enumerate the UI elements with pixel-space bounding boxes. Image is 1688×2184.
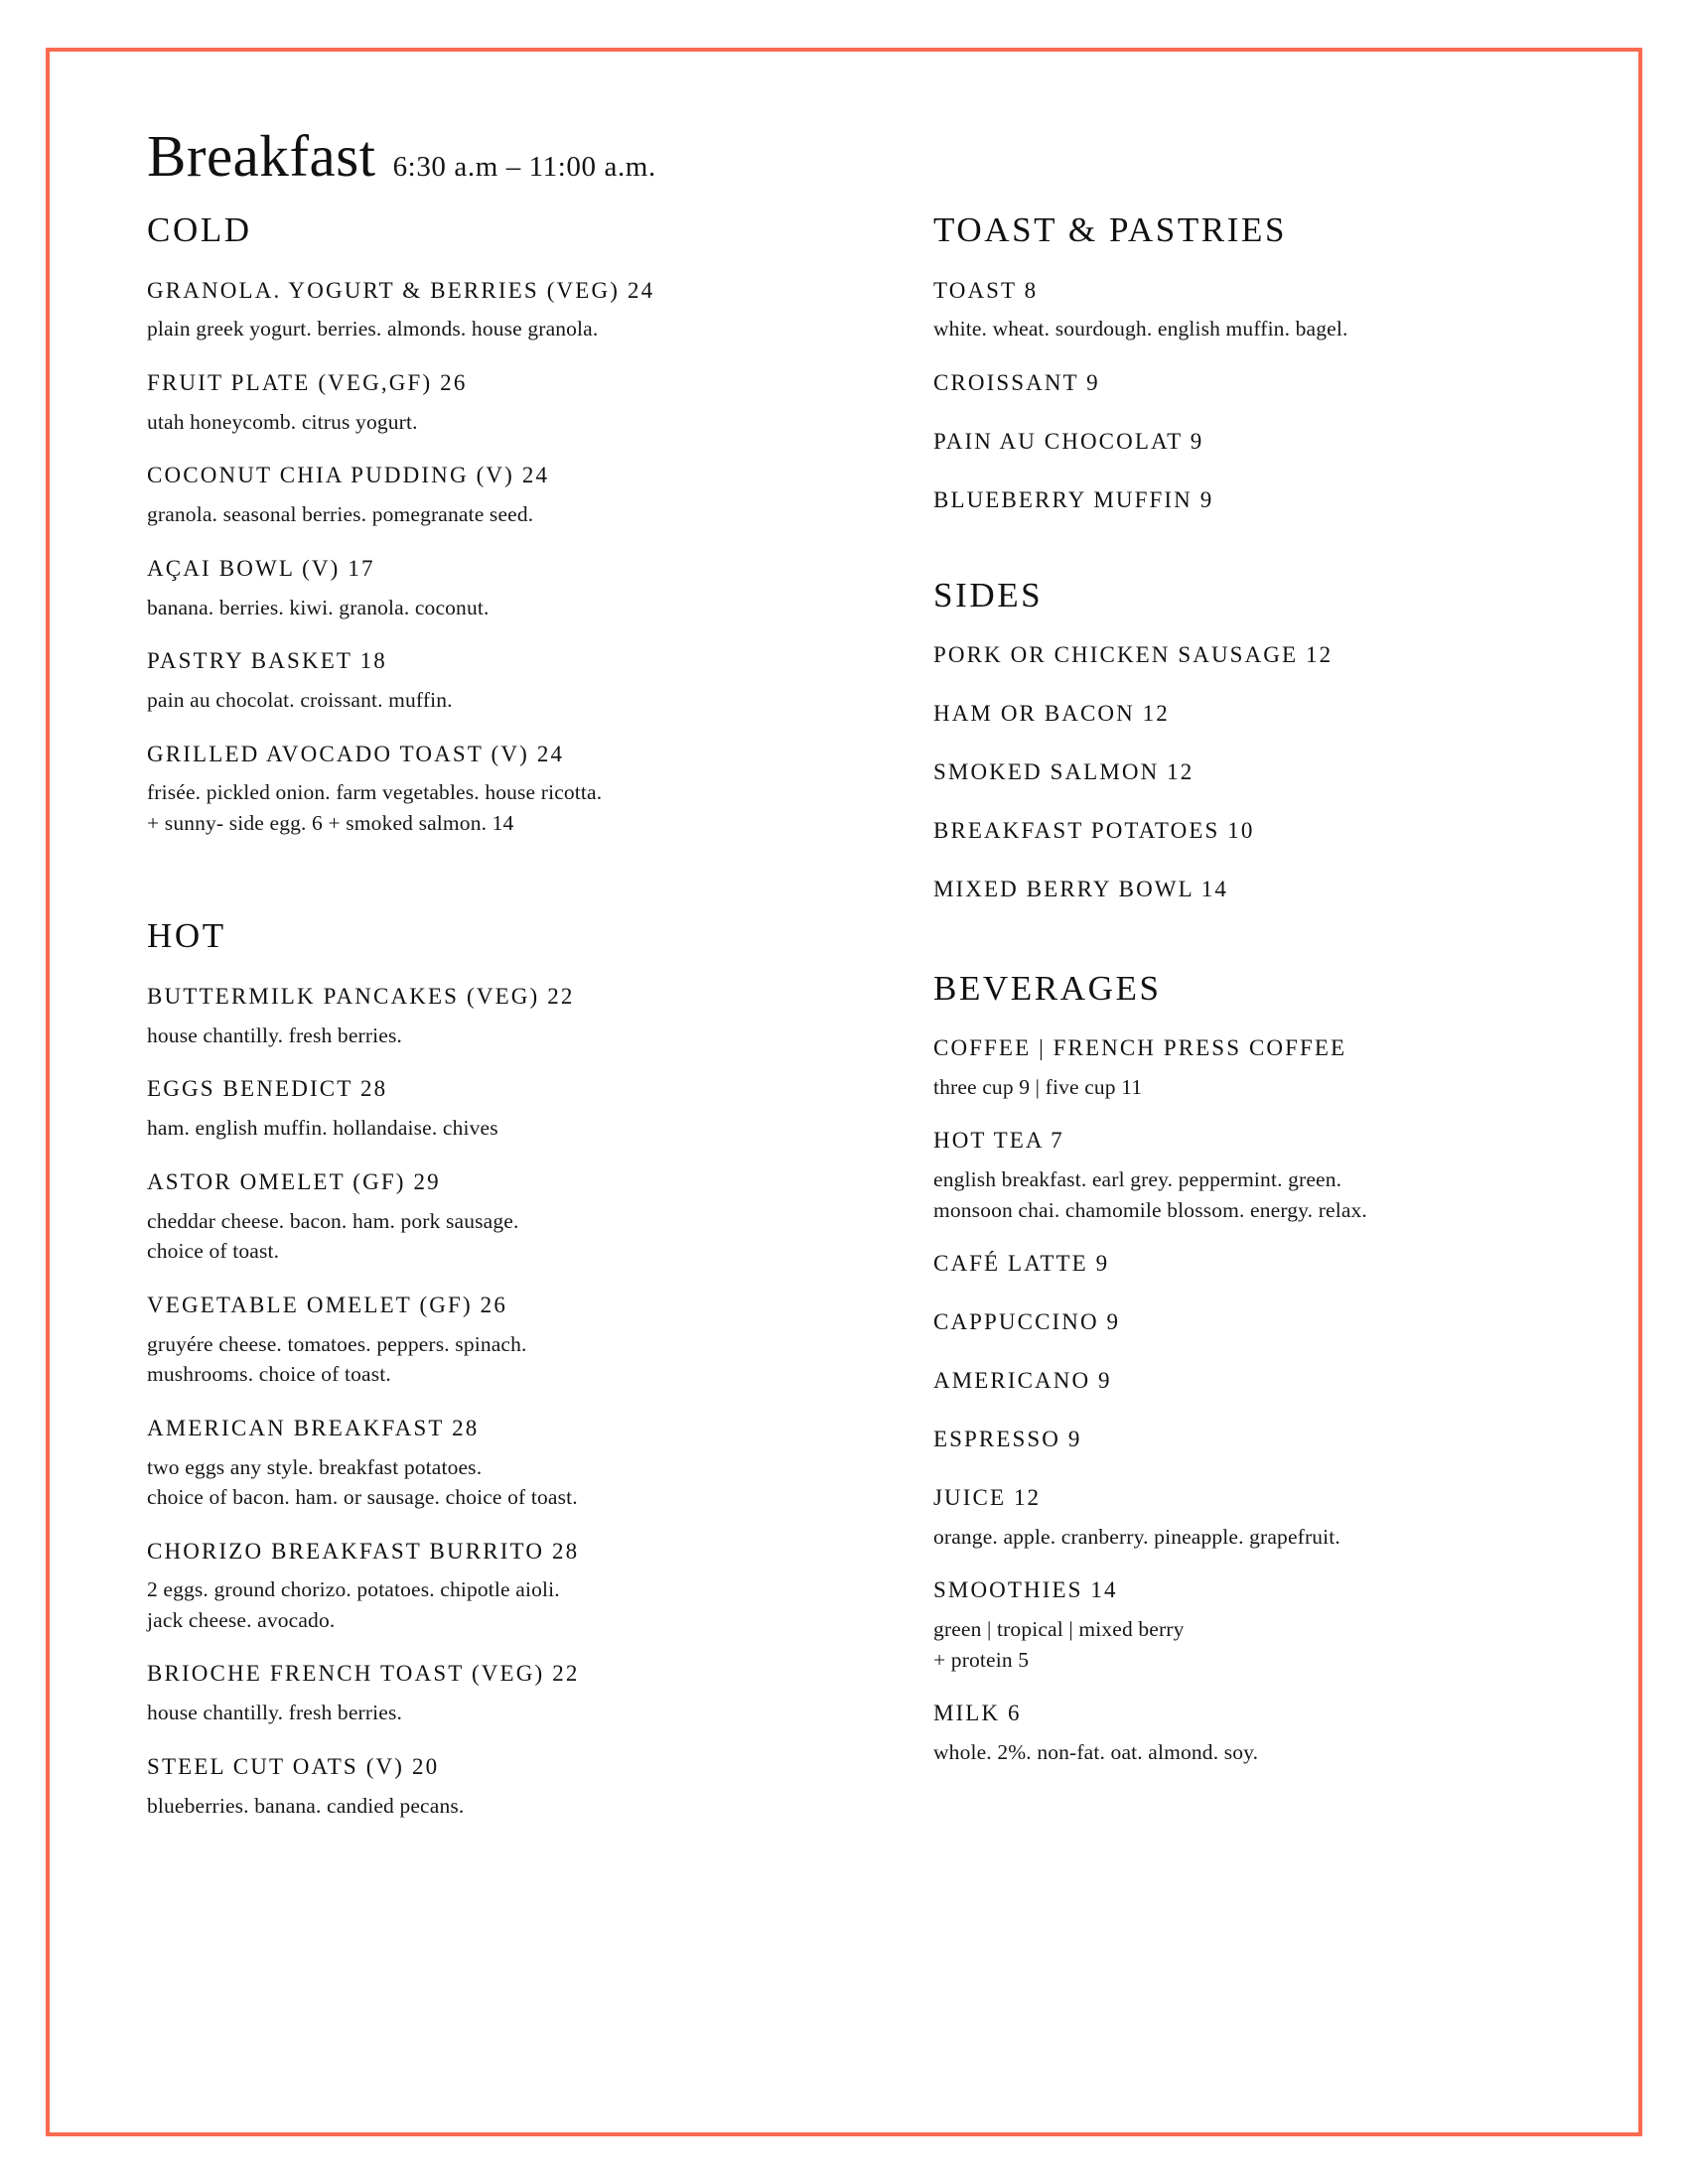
menu-item-description: [933, 314, 1609, 344]
menu-item: [933, 1033, 1609, 1102]
menu-item: [147, 368, 832, 437]
menu-item: [147, 646, 832, 715]
menu-item: [933, 368, 1609, 398]
menu-item-name: SMOOTHIES 14: [933, 1577, 1118, 1603]
menu-item-description-line: cheddar cheese. bacon. ham. pork sausage.: [147, 1208, 519, 1233]
section-heading-toast-pastries: TOAST & PASTRIES: [933, 210, 1288, 249]
menu-item-description-line: banana. berries. kiwi. granola. coconut.: [147, 595, 490, 619]
menu-item-name: GRILLED AVOCADO TOAST (V) 24: [147, 741, 565, 766]
menu-item-description: [147, 777, 832, 838]
menu-item-description-line: jack cheese. avocado.: [147, 1607, 336, 1632]
menu-item-name: BUTTERMILK PANCAKES (VEG) 22: [147, 983, 575, 1009]
menu-item-description: [147, 407, 832, 438]
menu-item-description: [933, 1614, 1609, 1675]
menu-item: [933, 757, 1609, 787]
menu-item-description: [933, 1522, 1609, 1553]
menu-item-description: [933, 1737, 1609, 1768]
menu-item: [147, 554, 832, 622]
menu-item-description: [147, 499, 832, 530]
menu-item-name: HOT TEA 7: [933, 1128, 1064, 1154]
menu-item-description: [147, 1574, 832, 1635]
menu-item-description-line: ham. english muffin. hollandaise. chives: [147, 1116, 498, 1141]
menu-header: [147, 123, 1569, 189]
left-column: [147, 211, 832, 1844]
menu-item-description: [147, 1329, 832, 1390]
menu-item-description: [147, 1452, 832, 1513]
menu-item-name: PORK OR CHICKEN SAUSAGE 12: [933, 642, 1334, 668]
menu-item-description-line: plain greek yogurt. berries. almonds. house granola.: [147, 317, 599, 341]
menu-item: [933, 1307, 1609, 1337]
menu-item-name: HAM OR BACON 12: [933, 700, 1170, 726]
menu-item-description: [147, 1791, 832, 1822]
menu-item-description: [147, 1021, 832, 1051]
menu-item-name: BRIOCHE FRENCH TOAST (VEG) 22: [147, 1661, 580, 1687]
section-heading-beverages: BEVERAGES: [933, 968, 1162, 1008]
menu-item-name: PASTRY BASKET 18: [147, 648, 387, 674]
menu-item-description-line: mushrooms. choice of toast.: [147, 1362, 391, 1387]
menu-item: [933, 1483, 1609, 1552]
menu-item-description-line: pain au chocolat. croissant. muffin.: [147, 688, 453, 713]
menu-item-description-line: granola. seasonal berries. pomegranate seed.: [147, 502, 534, 527]
menu-item: [933, 1575, 1609, 1675]
menu-item: [147, 1537, 832, 1636]
menu-item: [147, 1414, 832, 1513]
menu-item: [147, 1074, 832, 1143]
menu-item-name: MIXED BERRY BOWL 14: [933, 876, 1228, 901]
menu-item-name: COCONUT CHIA PUDDING (V) 24: [147, 463, 550, 488]
menu-item-description-line: orange. apple. cranberry. pineapple. grapefruit.: [933, 1524, 1340, 1549]
menu-item: [933, 1425, 1609, 1454]
menu-item: [147, 1167, 832, 1267]
menu-item: [933, 699, 1609, 729]
menu-item-name: CAFÉ LATTE 9: [933, 1251, 1110, 1277]
menu-item-name: ESPRESSO 9: [933, 1427, 1082, 1452]
menu-item: [933, 816, 1609, 846]
menu-item-description: [933, 1072, 1609, 1103]
menu-item-description: [933, 1164, 1609, 1225]
section-heading-hot: HOT: [147, 916, 226, 956]
menu-item: [147, 1659, 832, 1727]
menu-item-description-line: house chantilly. fresh berries.: [147, 1023, 402, 1047]
menu-item: [147, 1291, 832, 1390]
right-column: [933, 211, 1609, 1792]
menu-item-name: CHORIZO BREAKFAST BURRITO 28: [147, 1538, 580, 1564]
menu-item-description-line: whole. 2%. non-fat. oat. almond. soy.: [933, 1740, 1259, 1765]
section-heading-sides: SIDES: [933, 575, 1044, 614]
menu-item: [933, 427, 1609, 457]
menu-item-name: ASTOR OMELET (GF) 29: [147, 1168, 441, 1194]
menu-item: [933, 276, 1609, 344]
page-title: Breakfast: [147, 123, 376, 189]
menu-item: [147, 461, 832, 529]
menu-item-description: [147, 685, 832, 716]
menu-item-description-line: green | tropical | mixed berry: [933, 1617, 1185, 1642]
menu-item-name: STEEL CUT OATS (V) 20: [147, 1753, 440, 1779]
menu-item-description: [147, 314, 832, 344]
menu-item-name: EGGS BENEDICT 28: [147, 1076, 388, 1102]
menu-item-name: AMERICANO 9: [933, 1368, 1112, 1394]
menu-item-description-line: + protein 5: [933, 1647, 1030, 1672]
menu-item-name: VEGETABLE OMELET (GF) 26: [147, 1292, 507, 1317]
menu-item: [933, 640, 1609, 670]
menu-item: [147, 982, 832, 1050]
menu-item-name: BLUEBERRY MUFFIN 9: [933, 486, 1214, 512]
menu-item-name: AMERICAN BREAKFAST 28: [147, 1415, 480, 1440]
menu-item: [147, 276, 832, 344]
service-hours: 6:30 a.m – 11:00 a.m.: [392, 151, 656, 183]
menu-item-name: COFFEE | FRENCH PRESS COFFEE: [933, 1035, 1347, 1061]
menu-item-description: [147, 1113, 832, 1144]
menu-item-description-line: 2 eggs. ground chorizo. potatoes. chipotle aioli.: [147, 1577, 560, 1602]
menu-item-name: BREAKFAST POTATOES 10: [933, 817, 1255, 843]
menu-item-name: PAIN AU CHOCOLAT 9: [933, 428, 1204, 454]
menu-item: [933, 1366, 1609, 1396]
section-heading-cold: COLD: [147, 210, 252, 249]
menu-item-description-line: three cup 9 | five cup 11: [933, 1074, 1143, 1099]
menu-item-description-line: two eggs any style. breakfast potatoes.: [147, 1454, 483, 1479]
menu-item: [933, 1249, 1609, 1279]
menu-item: [147, 740, 832, 839]
menu-item-description-line: house chantilly. fresh berries.: [147, 1701, 402, 1725]
menu-item-description-line: monsoon chai. chamomile blossom. energy. relax.: [933, 1197, 1367, 1222]
menu-content: [147, 123, 1569, 2095]
menu-item-description: [147, 1206, 832, 1267]
menu-item-name: JUICE 12: [933, 1484, 1042, 1510]
menu-item-description-line: utah honeycomb. citrus yogurt.: [147, 409, 418, 434]
menu-item-description-line: blueberries. banana. candied pecans.: [147, 1793, 465, 1818]
menu-item-description-line: gruyére cheese. tomatoes. peppers. spinach.: [147, 1331, 527, 1356]
menu-item-description-line: + sunny- side egg. 6 + smoked salmon. 14: [147, 810, 514, 835]
menu-item: [933, 485, 1609, 515]
menu-item-description: [147, 1698, 832, 1728]
menu-item-name: CAPPUCCINO 9: [933, 1309, 1121, 1335]
menu-item-description-line: choice of bacon. ham. or sausage. choice of toast.: [147, 1485, 578, 1510]
menu-item-description-line: white. wheat. sourdough. english muffin. bagel.: [933, 317, 1348, 341]
menu-item: [933, 875, 1609, 904]
menu-item-name: FRUIT PLATE (VEG,GF) 26: [147, 369, 468, 395]
menu-item: [147, 1752, 832, 1821]
menu-item-description-line: frisée. pickled onion. farm vegetables. house ricotta.: [147, 780, 603, 805]
menu-item-name: MILK 6: [933, 1701, 1022, 1726]
menu-columns: [147, 211, 1569, 1844]
menu-item: [933, 1126, 1609, 1225]
menu-item-name: GRANOLA. YOGURT & BERRIES (VEG) 24: [147, 277, 655, 303]
menu-item-name: AÇAI BOWL (V) 17: [147, 555, 375, 581]
menu-item-name: SMOKED SALMON 12: [933, 758, 1195, 784]
menu-item: [933, 1699, 1609, 1767]
menu-item-description: [147, 593, 832, 623]
menu-item-name: CROISSANT 9: [933, 369, 1100, 395]
menu-item-name: TOAST 8: [933, 277, 1039, 303]
menu-item-description-line: choice of toast.: [147, 1239, 280, 1264]
menu-item-description-line: english breakfast. earl grey. peppermint. green.: [933, 1167, 1342, 1192]
